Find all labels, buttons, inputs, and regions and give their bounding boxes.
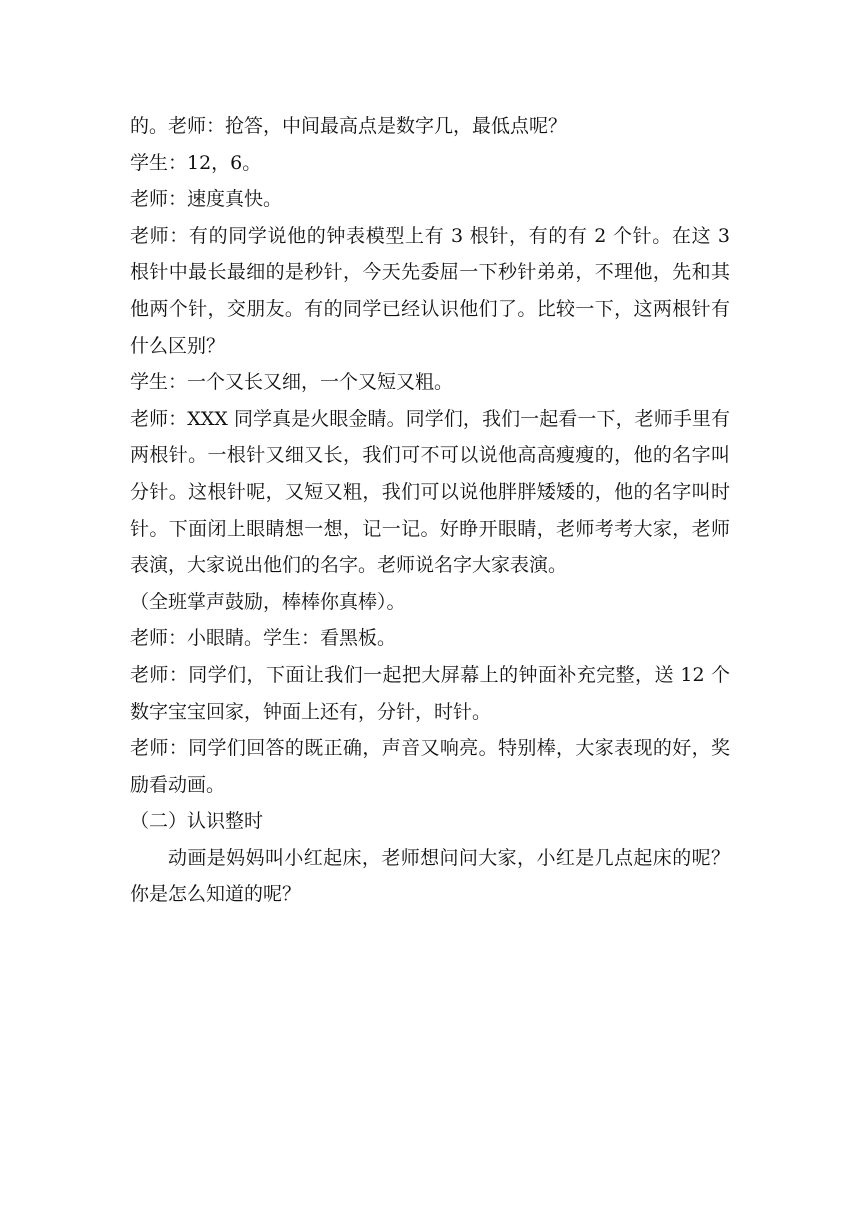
paragraph-10: 老师：同学们回答的既正确，声音又响亮。特别棒，大家表现的好，奖励看动画。 xyxy=(130,737,730,796)
paragraph-12: 动画是妈妈叫小红起床，老师想问问大家，小红是几点起床的呢？你是怎么知道的呢？ xyxy=(130,846,730,906)
paragraph-9: 老师：同学们，下面让我们一起把大屏幕上的钟面补充完整，送 12 个数字宝宝回家，钟面上还有，分针，时针。 xyxy=(130,663,730,723)
paragraph-7: （全班掌声鼓励，棒棒你真棒）。 xyxy=(130,590,406,613)
paragraph-5: 学生：一个又长又细，一个又短又粗。 xyxy=(130,371,454,394)
paragraph-8: 老师：小眼睛。学生：看黑板。 xyxy=(130,627,397,650)
paragraph-1: 的。老师：抢答，中间最高点是数字几，最低点呢？ xyxy=(130,115,568,137)
document-body xyxy=(130,108,730,913)
paragraph-4: 老师：有的同学说他的钟表模型上有 3 根针，有的有 2 个针。在这 3 根针中最长最细的是秒针，今天先委屈一下秒针弟弟，不理他，先和其他两个针，交朋友。有的同学已经认识他们了。比较一下，这两根针有什么区别？ xyxy=(130,224,730,357)
paragraph-6: 老师：XXX 同学真是火眼金睛。同学们，我们一起看一下，老师手里有两根针。一根针又细又长，我们可不可以说他高高瘦瘦的，他的名字叫分针。这根针呢，又短又粗，我们可以说他胖胖矮矮的，他的名字叫时针。下面闭上眼睛想一想，记一记。好睁开眼睛，老师考考大家，老师表演，大家说出他们的名字。老师说名字大家表演。 xyxy=(130,407,730,577)
paragraph-2: 学生：12，6。 xyxy=(130,151,262,174)
paragraph-3: 老师：速度真快。 xyxy=(130,188,283,211)
section-heading: （二）认识整时 xyxy=(130,810,264,833)
